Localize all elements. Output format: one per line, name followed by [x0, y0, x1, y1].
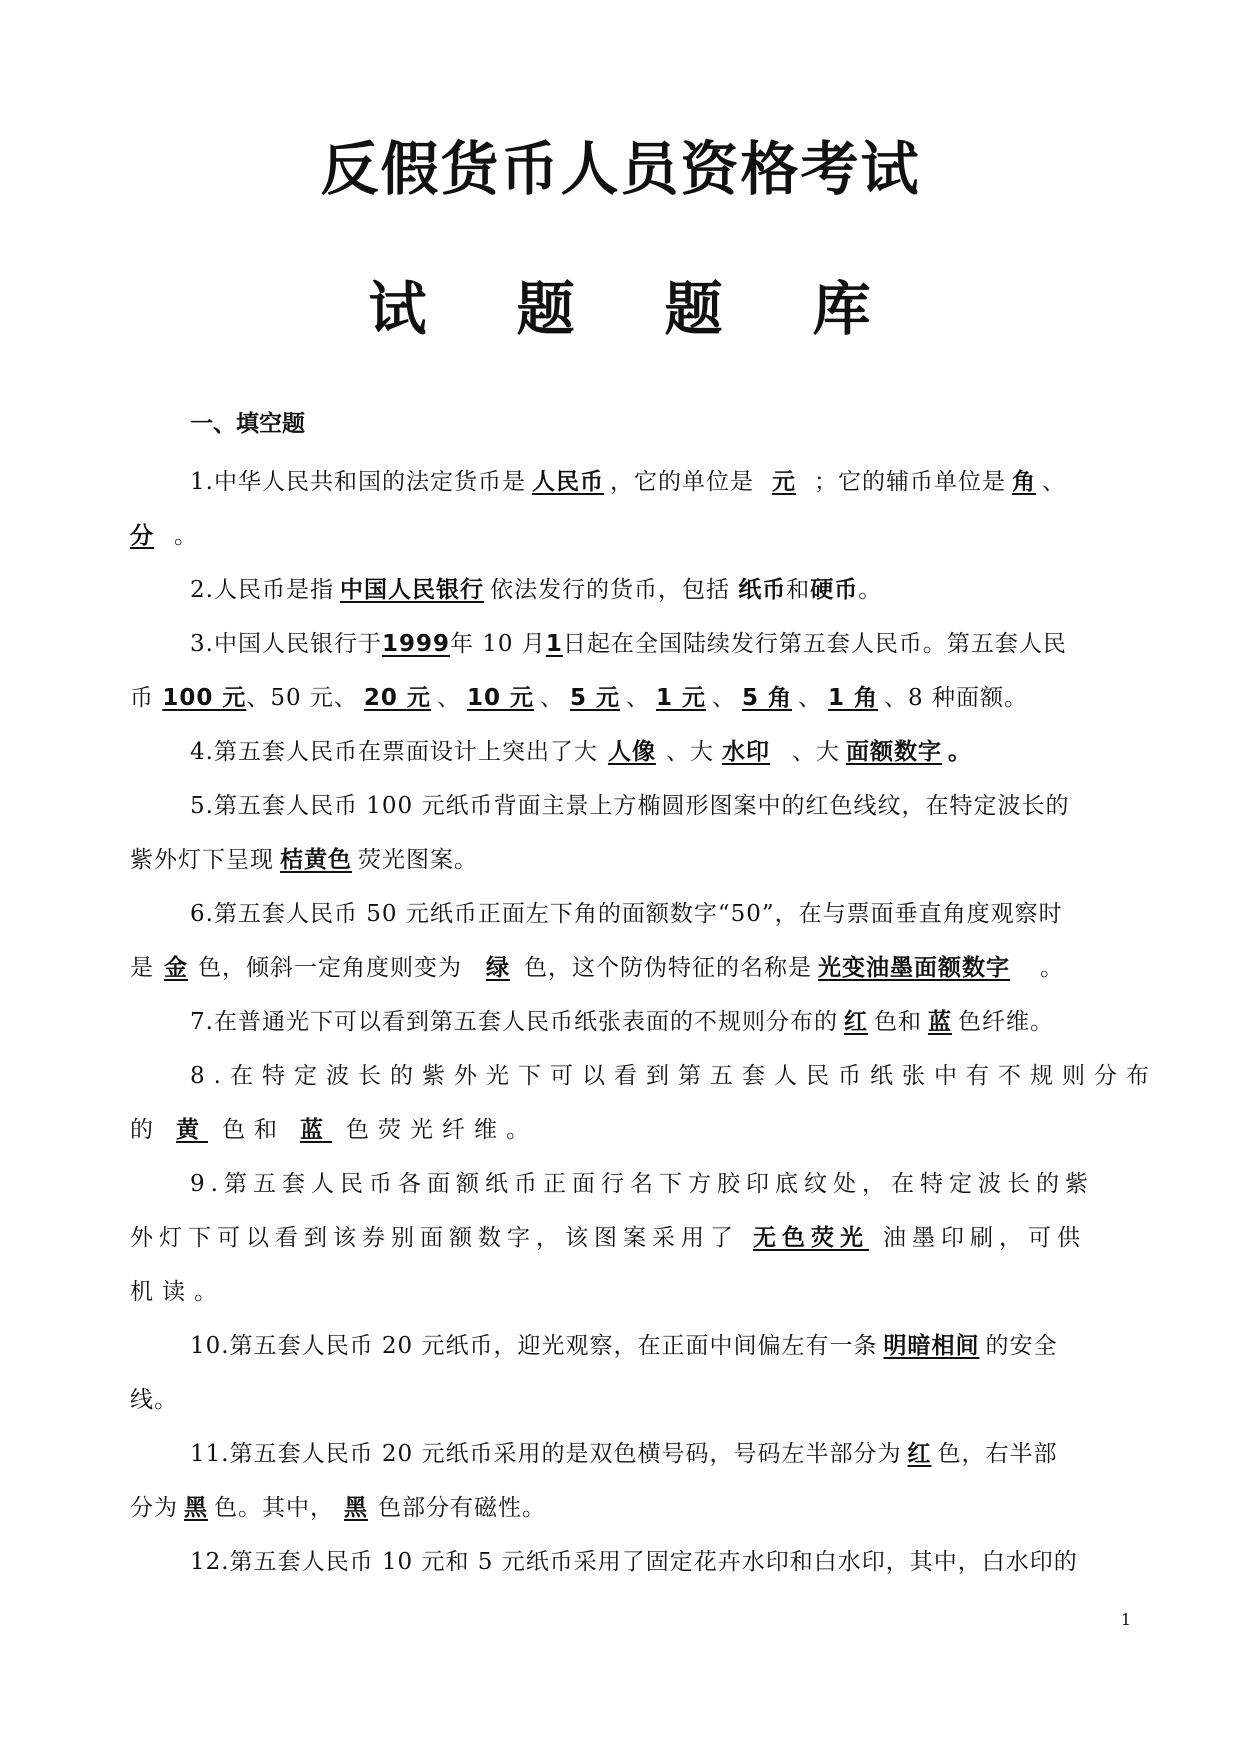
- question-text: 、大: [665, 739, 714, 765]
- question-text: 1.中华人民共和国的法定货币是: [190, 469, 526, 495]
- subtitle-char: 题: [664, 275, 725, 343]
- question-text: ；它的辅币单位是: [813, 469, 1006, 495]
- answer-blank: 面额数字: [845, 739, 942, 765]
- question-5-cont: [130, 833, 1150, 887]
- question-5: [130, 779, 1150, 833]
- answer-blank: 桔黄色: [280, 847, 352, 873]
- question-text: 2.人民币是指: [190, 577, 334, 603]
- question-text: ，它的单位是: [609, 469, 754, 495]
- question-text: 色。其中，: [214, 1495, 334, 1521]
- answer-text: 硬币: [810, 577, 859, 603]
- question-text: 、: [711, 685, 736, 711]
- question-text: 和: [786, 577, 811, 603]
- question-6: [130, 887, 1150, 941]
- answer-blank: 分: [130, 523, 154, 549]
- question-7: [130, 995, 1150, 1049]
- answer-blank: 金: [164, 955, 188, 981]
- answer-blank: 元: [771, 469, 796, 495]
- question-text: 11.第五套人民币 20 元纸币采用的是双色横号码，号码左半部分为: [190, 1441, 902, 1467]
- answer-blank: 100 元: [162, 685, 247, 711]
- question-8-cont: [130, 1103, 1150, 1157]
- answer-blank: 1999: [381, 631, 450, 657]
- question-text: 6.第五套人民币 50 元纸币正面左下角的面额数字“50”，在与票面垂直角度观察时: [190, 901, 1063, 927]
- answer-blank: 角: [1011, 469, 1036, 495]
- question-text: 12.第五套人民币 10 元和 5 元纸币采用了固定花卉水印和白水印，其中，白水印的: [190, 1549, 1078, 1575]
- question-text: 分为: [130, 1495, 178, 1521]
- question-text: 是: [130, 955, 154, 981]
- question-text: 的: [130, 1117, 162, 1143]
- answer-blank: 人民币: [531, 469, 604, 495]
- question-text: 紫外灯下呈现: [130, 847, 274, 873]
- answer-blank: 黄: [176, 1117, 208, 1143]
- subtitle-char: 题: [516, 275, 577, 343]
- question-text: 、: [436, 685, 461, 711]
- question-text: 。: [174, 523, 198, 549]
- question-1: [130, 455, 1150, 509]
- question-text: 的安全: [985, 1333, 1058, 1359]
- page-number: 1: [1120, 1610, 1131, 1629]
- question-10: [130, 1319, 1150, 1373]
- question-text: 色荧光纤维。: [346, 1117, 538, 1143]
- answer-blank: 无色荧光: [753, 1225, 869, 1251]
- question-10-cont: [130, 1373, 1150, 1427]
- subtitle-char: 试: [368, 275, 429, 343]
- answer-blank: 蓝: [300, 1117, 332, 1143]
- question-text: 。: [947, 739, 972, 765]
- answer-blank: 5 元: [569, 685, 620, 711]
- section-heading: 一、填空题: [190, 411, 305, 437]
- answer-blank: 中国人民银行: [339, 577, 484, 603]
- answer-blank: 黑: [184, 1495, 208, 1521]
- answer-blank: 明暗相间: [883, 1333, 980, 1359]
- question-text: 色和: [873, 1009, 922, 1035]
- document-title: 反假货币人员资格考试: [320, 135, 921, 203]
- answer-blank: 1: [545, 631, 563, 657]
- question-text: 色，这个防伪特征的名称是: [524, 955, 812, 981]
- question-9-cont: [130, 1211, 1150, 1265]
- question-text: 9.第五套人民币各面额纸币正面行名下方胶印底纹处，在特定波长的紫: [190, 1171, 1094, 1197]
- question-text: 荧光图案。: [358, 847, 478, 873]
- question-9: [130, 1157, 1150, 1211]
- document-subtitle: [0, 262, 1241, 346]
- answer-blank: 绿: [486, 955, 510, 981]
- question-text: 、: [798, 685, 822, 711]
- question-11: [130, 1427, 1150, 1481]
- question-11-cont: [130, 1481, 1150, 1535]
- question-text: 线。: [130, 1387, 178, 1413]
- question-12: [130, 1535, 1150, 1589]
- question-9-cont2: [130, 1265, 1150, 1319]
- question-text: 、8 种面额。: [884, 685, 1028, 711]
- answer-blank: 10 元: [466, 685, 534, 711]
- question-8: [130, 1049, 1158, 1103]
- question-text: 4.第五套人民币在票面设计上突出了大: [190, 739, 598, 765]
- answer-blank: 人像: [607, 739, 656, 765]
- question-4: [130, 725, 1150, 779]
- question-text: 10.第五套人民币 20 元纸币，迎光观察，在正面中间偏左有一条: [190, 1333, 878, 1359]
- answer-blank: 黑: [344, 1495, 368, 1521]
- answer-blank: 1 角: [828, 685, 879, 711]
- answer-blank: 光变油墨面额数字: [818, 955, 1010, 981]
- question-text: 色，右半部: [937, 1441, 1058, 1467]
- question-text: 油墨印刷，可供: [883, 1225, 1086, 1251]
- answer-blank: 红: [843, 1009, 868, 1035]
- question-text: 8.在特定波长的紫外光下可以看到第五套人民币纸张中有不规则分布: [190, 1063, 1158, 1089]
- answer-blank: 水印: [721, 739, 770, 765]
- subtitle-char: 库: [812, 275, 873, 343]
- answer-blank: 蓝: [927, 1009, 952, 1035]
- question-text: 、50 元、: [246, 685, 358, 711]
- question-1-cont: [130, 509, 1150, 563]
- question-text: 色部分有磁性。: [378, 1495, 546, 1521]
- question-text: 3.中国人民银行于: [190, 631, 382, 657]
- question-list: [130, 455, 1158, 1589]
- answer-blank: 5 角: [741, 685, 792, 711]
- answer-blank: 1 元: [655, 685, 706, 711]
- question-text: 外灯下可以看到该券别面额数字，该图案采用了: [130, 1225, 739, 1251]
- question-text: 机读。: [130, 1279, 226, 1305]
- question-text: 色纤维。: [957, 1009, 1054, 1035]
- question-3-cont: [130, 671, 1150, 725]
- answer-blank: 20 元: [363, 685, 431, 711]
- answer-blank: 红: [907, 1441, 932, 1467]
- question-text: 5.第五套人民币 100 元纸币背面主景上方椭圆形图案中的红色线纹，在特定波长的: [190, 793, 1070, 819]
- question-text: 7.在普通光下可以看到第五套人民币纸张表面的不规则分布的: [190, 1009, 838, 1035]
- question-text: 币: [130, 685, 154, 711]
- question-text: 、: [1041, 469, 1066, 495]
- question-text: 日起在全国陆续发行第五套人民币。第五套人民: [562, 631, 1067, 657]
- question-text: 年 10 月: [449, 631, 546, 657]
- question-3: [130, 617, 1150, 671]
- question-2: [130, 563, 1150, 617]
- question-text: 、大: [791, 739, 840, 765]
- question-text: 色，倾斜一定角度则变为: [198, 955, 462, 981]
- question-text: 色和: [222, 1117, 286, 1143]
- question-6-cont: [130, 941, 1150, 995]
- question-text: 依法发行的货币，包括: [489, 577, 730, 603]
- question-text: 、: [539, 685, 564, 711]
- question-text: 、: [625, 685, 650, 711]
- answer-text: 纸币: [738, 577, 787, 603]
- question-text: 。: [858, 577, 883, 603]
- question-text: 。: [1040, 955, 1064, 981]
